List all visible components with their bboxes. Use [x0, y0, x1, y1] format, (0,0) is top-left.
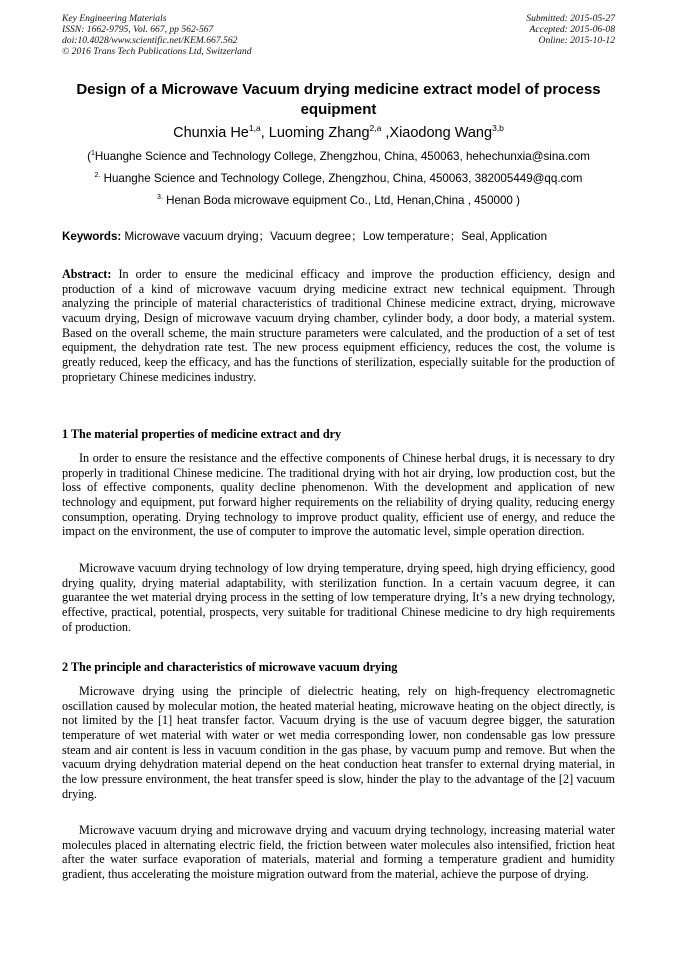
section-1-paragraph: Microwave vacuum drying technology of low drying temperature, drying speed, high drying efficiency, good drying quality, drying material adaptability, with sterilization function. In a certain vacuum degree, it can guarantee the wet material drying process in the setting of low temperature drying, It’s a new drying technology, effective, practical, potential, prospects, very suitable for traditional Chinese medicine to dry high requirements of production.: [62, 561, 615, 634]
abstract-text: In order to ensure the medicinal efficacy and improve the production efficiency, design and production of a kind of microwave vacuum drying medicine extract new technical equipment. Through analyzing the principle of material characteristics of traditional Chinese medicine extract, drying, microwave vacuum drying, Design of microwave vacuum drying chamber, cylinder body, a door body, a material system. Based on the overall scheme, the main structure parameters were calculated, and the production of a set of test equipment, the dehydration rate test. The new process equipment efficiency, reduces the cost, the volume is greatly reduced, keep the efficacy, and has the functions of sterilization, especially suitable for the production of proprietary Chinese medicines industry.: [62, 267, 615, 384]
journal-info: [62, 13, 252, 57]
submission-dates: [526, 13, 615, 46]
keywords-text: Microwave vacuum drying；Vacuum degree；Low temperature；Seal, Application: [121, 230, 548, 243]
author-superscript: 3,b: [492, 123, 504, 133]
journal-copyright: © 2016 Trans Tech Publications Ltd, Switzerland: [62, 46, 252, 57]
affiliation-marker: 3.: [157, 194, 163, 201]
affiliation-text: Huanghe Science and Technology College, Zhengzhou, China, 450063, hehechunxia@sina.com: [94, 150, 590, 163]
author-name: Xiaodong Wang: [389, 125, 493, 141]
affiliation-1: [62, 150, 615, 164]
abstract-label: Abstract:: [62, 267, 112, 281]
journal-name: Key Engineering Materials: [62, 13, 167, 24]
affiliation-3: [62, 194, 615, 208]
keywords: [62, 230, 622, 244]
abstract: [62, 267, 615, 384]
author-name: Luoming Zhang: [268, 125, 370, 141]
affiliation-prefix: (: [87, 150, 91, 163]
section-2-paragraph: Microwave vacuum drying and microwave drying and vacuum drying technology, increasing material water molecules placed in alternating electric field, the friction between water molecules also intensified, friction heat after the water surface evaporation of materials, material and forming a temperature gradient and humidity gradient, thus accelerating the moisture migration outward from the material, achieve the purpose of drying.: [62, 823, 615, 881]
affiliation-marker: 1: [90, 150, 95, 157]
affiliation-2: [62, 172, 615, 186]
journal-issn: ISSN: 1662-9795, Vol. 667, pp 562-567: [62, 24, 214, 35]
keywords-label: Keywords:: [62, 230, 122, 243]
submitted-date: Submitted: 2015-05-27: [526, 13, 615, 24]
author-separator: ,: [260, 125, 269, 141]
paper-title: Design of a Microwave Vacuum drying medicine extract model of process equipment: [76, 81, 601, 118]
author-superscript: 1,a: [248, 123, 261, 133]
author-separator: ,: [381, 125, 390, 141]
section-1-paragraph: In order to ensure the resistance and the effective components of Chinese herbal drugs, it is necessary to dry properly in traditional Chinese medicine. The traditional drying with hot air drying, low production cost, but the loss of effective components, quality decline phenomenon. With the development and application of new technology and equipment, put forward higher requirements on the reliability of drying quality, reducing energy consumption, operating. Drying technology to improve product quality, efficient use of energy, and reduce the impact on the environment, the use of computer to improve the automatic level, simple operation direction.: [62, 451, 615, 539]
author-name: Chunxia He: [173, 125, 249, 141]
online-date: Online: 2015-10-12: [538, 35, 615, 46]
affiliation-text: Huanghe Science and Technology College, Zhengzhou, China, 450063, 382005449@qq.com: [100, 172, 583, 185]
author-superscript: 2,a: [369, 123, 382, 133]
section-2-heading: 2 The principle and characteristics of microwave vacuum drying: [62, 660, 398, 674]
affiliation-marker: 2.: [94, 172, 101, 179]
section-1-heading: 1 The material properties of medicine extract and dry: [62, 427, 342, 441]
journal-doi[interactable]: doi:10.4028/www.scientific.net/KEM.667.562: [62, 35, 238, 46]
accepted-date: Accepted: 2015-06-08: [529, 24, 615, 35]
author-list: [62, 124, 615, 142]
section-2-paragraph: Microwave drying using the principle of dielectric heating, rely on high-frequency electromagnetic oscillation caused by molecular motion, the heated material heating, microwave heating on the object directly, is not limited by the [1] heat transfer factor. Vacuum drying is the use of vacuum degree bigger, the saturation temperature of wet material with water or wet media corresponding lower, non condensable gas low pressure steam and air content is less in vacuum condition in the gas phase, by vacuum pump and remove. But when the vacuum drying dehydration material depend on the heat conduction heat transfer to external drying material, in the low pressure environment, the heat transfer speed is slow, hinder the play to the advantage of the [2] vacuum drying.: [62, 684, 615, 801]
affiliation-text: Henan Boda microwave equipment Co., Ltd, Henan,China , 450000 ): [162, 194, 520, 207]
